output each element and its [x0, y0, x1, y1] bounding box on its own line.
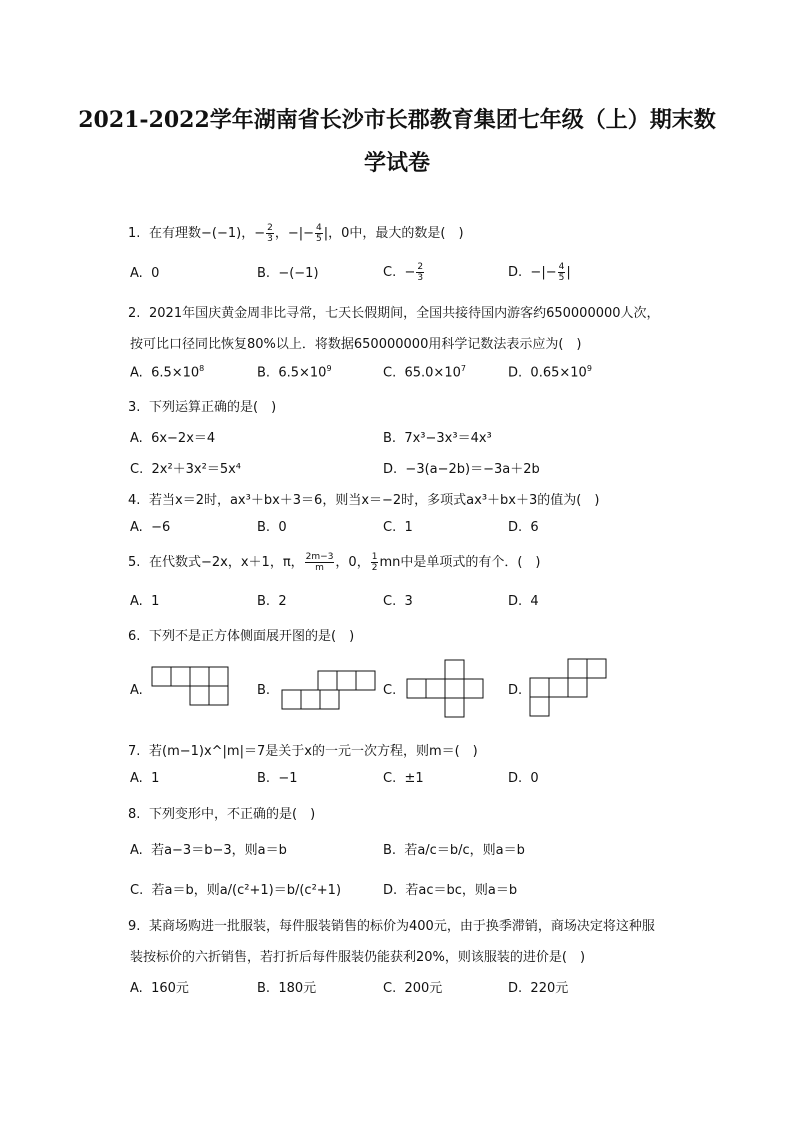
option-c[interactable]: C. 3 [383, 594, 413, 609]
question-8: 8. 下列变形中，不正确的是( ) [128, 807, 316, 822]
question-4: 4. 若当x＝2时，ax³＋bx＋3＝6，则当x＝−2时，多项式ax³＋bx＋3的值为( ) [128, 493, 600, 508]
question-3: 3. 下列运算正确的是( ) [128, 400, 277, 415]
cube-net-c [405, 658, 487, 720]
question-number: 2. [128, 306, 141, 321]
option-d[interactable]: D. 6 [508, 520, 539, 535]
option-d[interactable]: D. −3(a−2b)＝−3a＋2b [383, 462, 540, 477]
question-5: 5. 在代数式−2x，x＋1，π， $\frac{2m-3}{m}$ ，0， $\frac{1}{2}$ mn中是单项式的有个．( ) [128, 552, 541, 573]
question-9: 9. 某商场购进一批服装，每件服装销售的标价为400元，由于换季滞销，商场决定将这种服 [128, 919, 655, 934]
option-a[interactable]: A. $6.5\times 10^8$ [130, 364, 205, 381]
question-9-line-2: 装按标价的六折销售，若打折后每件服装仍能获利20%，则该服装的进价是( ) [130, 950, 586, 965]
option-c[interactable]: C. $65.0\times 10^7$ [383, 364, 466, 381]
option-d[interactable]: D. −|− $\frac{4}{5}$ | [508, 262, 571, 283]
option-d[interactable]: D. 4 [508, 594, 539, 609]
option-a[interactable]: A. 1 [130, 771, 160, 786]
question-number: 9. [128, 919, 141, 934]
question-number: 5. [128, 555, 141, 570]
option-c[interactable]: C. 2x²＋3x²＝5x⁴ [130, 462, 242, 477]
option-c[interactable]: C. 若a＝b，则a/(c²+1)＝b/(c²+1) [130, 883, 342, 898]
option-c[interactable]: C. 200元 [383, 981, 443, 996]
fraction: $\frac{2}{3}$ [267, 223, 273, 244]
option-b[interactable]: B. $6.5\times 10^9$ [257, 364, 332, 381]
question-number: 7. [128, 744, 141, 759]
option-d[interactable]: D. 220元 [508, 981, 569, 996]
question-2: 2. 2021年国庆黄金周非比寻常，七天长假期间，全国共接待国内游客约650000000人次， [128, 306, 660, 321]
option-c[interactable]: C. [383, 683, 397, 698]
question-number: 8. [128, 807, 141, 822]
question-number: 3. [128, 400, 141, 415]
question-1: 1. 在有理数−(−1)，− $\frac{2}{3}$ ，−|− $\frac{4}{5}$ |，0中，最大的数是( ) [128, 223, 464, 244]
option-b[interactable]: B. −(−1) [257, 266, 319, 281]
question-number: 1. [128, 226, 141, 241]
option-a[interactable]: A. [130, 683, 143, 698]
question-7: 7. 若(m−1)x^|m|＝7是关于x的一元一次方程，则m＝( ) [128, 744, 478, 759]
option-c[interactable]: C. 1 [383, 520, 413, 535]
option-a[interactable]: A. 若a−3＝b−3，则a＝b [130, 843, 287, 858]
cube-net-a [150, 665, 232, 709]
question-number: 6. [128, 629, 141, 644]
question-6: 6. 下列不是正方体侧面展开图的是( ) [128, 629, 355, 644]
option-d[interactable]: D. $0.65\times 10^9$ [508, 364, 592, 381]
title-line-1: 2021-2022学年湖南省长沙市长郡教育集团七年级（上）期末数 [78, 107, 716, 133]
fraction: $\frac{4}{5}$ [316, 223, 322, 244]
option-d[interactable]: D. 若ac＝bc，则a＝b [383, 883, 518, 898]
option-d[interactable]: D. [508, 683, 523, 698]
option-c[interactable]: C. ±1 [383, 771, 424, 786]
option-b[interactable]: B. 180元 [257, 981, 317, 996]
option-b[interactable]: B. 7x³−3x³＝4x³ [383, 431, 492, 446]
cube-net-d [528, 657, 610, 719]
option-d[interactable]: D. 0 [508, 771, 539, 786]
option-c[interactable]: C. − $\frac{2}{3}$ [383, 262, 424, 283]
option-b[interactable]: B. 0 [257, 520, 287, 535]
option-a[interactable]: A. 6x−2x＝4 [130, 431, 216, 446]
option-a[interactable]: A. 160元 [130, 981, 189, 996]
option-b[interactable]: B. 2 [257, 594, 287, 609]
question-number: 4. [128, 493, 141, 508]
option-b[interactable]: B. [257, 683, 271, 698]
option-a[interactable]: A. 1 [130, 594, 160, 609]
question-2-line-2: 按可比口径同比恢复80%以上．将数据650000000用科学记数法表示应为( ) [130, 337, 582, 352]
option-b[interactable]: B. 若a/c＝b/c，则a＝b [383, 843, 525, 858]
option-a[interactable]: A. 0 [130, 266, 160, 281]
cube-net-b [280, 669, 380, 711]
title-line-2: 学试卷 [363, 150, 430, 176]
option-b[interactable]: B. −1 [257, 771, 298, 786]
option-a[interactable]: A. −6 [130, 520, 171, 535]
